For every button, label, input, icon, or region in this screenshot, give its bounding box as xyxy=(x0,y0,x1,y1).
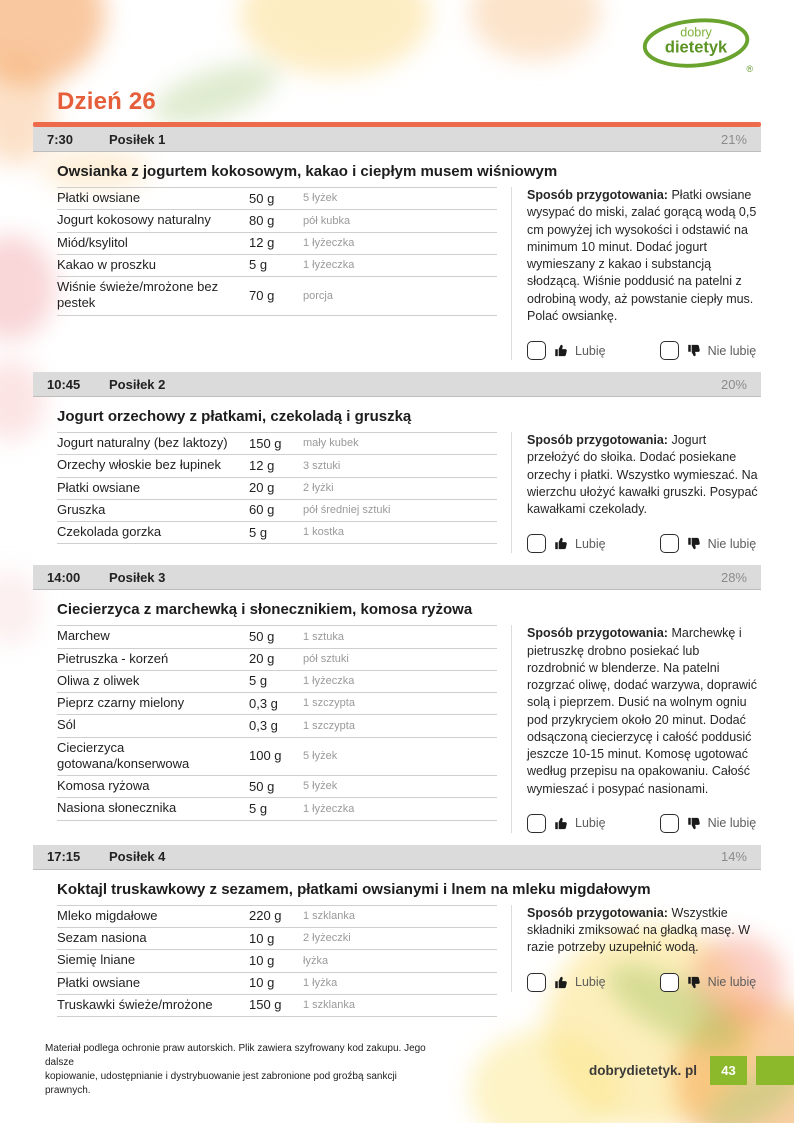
logo-text-bottom: dietetyk xyxy=(664,38,728,57)
ingredient-name: Siemię lniane xyxy=(57,952,136,968)
feedback-row xyxy=(527,341,761,360)
preparation-text xyxy=(527,625,761,798)
thumbs-up-icon xyxy=(554,816,569,831)
dislike-option[interactable] xyxy=(660,341,757,360)
ingredient-row xyxy=(57,626,497,648)
meal-section xyxy=(33,127,761,360)
meal-header-bar xyxy=(33,372,761,397)
ingredient-row xyxy=(57,433,497,455)
thumbs-up-icon xyxy=(554,343,569,358)
ingredient-measure: 1 szklanka xyxy=(303,910,355,923)
meal-energy-percent: 20% xyxy=(720,376,747,392)
ingredient-row xyxy=(57,255,497,277)
thumbs-up-icon xyxy=(554,536,569,551)
like-option[interactable] xyxy=(527,973,606,992)
ingredient-measure: 2 łyżki xyxy=(303,481,334,494)
meal-time: 7:30 xyxy=(47,131,74,147)
ingredient-measure: 5 łyżek xyxy=(303,192,338,205)
ingredient-measure: 1 szczypta xyxy=(303,697,355,710)
ingredient-row xyxy=(57,973,497,995)
ingredient-amount: 150 g xyxy=(249,997,282,1013)
ingredient-amount: 0,3 g xyxy=(249,695,278,711)
footer-green-strip xyxy=(756,1056,794,1085)
like-label[interactable]: Lubię xyxy=(575,816,606,831)
ingredient-measure: 1 łyżeczka xyxy=(303,259,355,272)
ingredient-name: Truskawki świeże/mrożone xyxy=(57,996,213,1012)
preparation-column xyxy=(511,187,761,360)
like-label[interactable]: Lubię xyxy=(575,975,606,989)
meal-section xyxy=(33,845,761,1017)
ingredient-amount: 20 g xyxy=(249,651,275,667)
ingredient-row xyxy=(57,455,497,477)
like-checkbox[interactable] xyxy=(527,814,546,833)
preparation-instructions: Wszystkie składniki zmiksować na gładką masę. W razie potrzeby uzupełnić wodą. xyxy=(527,905,750,955)
ingredient-name: Kakao w proszku xyxy=(57,256,156,272)
ingredient-row xyxy=(57,928,497,950)
preparation-text xyxy=(527,432,761,518)
ingredients-table xyxy=(57,432,497,544)
ingredient-name: Wiśnie świeże/mrożone bez pestek xyxy=(57,279,219,311)
ingredient-amount: 5 g xyxy=(249,800,268,816)
meal-name: Posiłek 2 xyxy=(109,376,166,392)
feedback-row xyxy=(527,534,761,553)
dislike-checkbox[interactable] xyxy=(660,341,679,360)
meal-header-bar xyxy=(33,565,761,590)
ingredient-measure: 1 kostka xyxy=(303,526,344,539)
page-title: Dzień 26 xyxy=(57,88,156,115)
thumbs-down-icon xyxy=(687,816,702,831)
ingredient-row xyxy=(57,776,497,798)
website-label: dobrydietetyk. pl xyxy=(588,1062,697,1078)
ingredient-measure: pół średniej sztuki xyxy=(303,504,391,517)
ingredient-name: Płatki owsiane xyxy=(57,190,141,205)
meal-section xyxy=(33,372,761,553)
ingredient-row xyxy=(57,233,497,255)
ingredient-amount: 80 g xyxy=(249,212,275,228)
ingredients-table xyxy=(57,625,497,820)
ingredient-amount: 12 g xyxy=(249,457,275,473)
ingredient-row xyxy=(57,738,497,777)
ingredient-measure: łyżka xyxy=(303,954,329,967)
ingredient-amount: 60 g xyxy=(249,502,275,518)
meal-body xyxy=(33,187,761,360)
recipe-title: Koktajl truskawkowy z sezamem, płatkami owsianymi i lnem na mleku migdałowym xyxy=(57,880,651,898)
dislike-option[interactable] xyxy=(660,973,757,992)
recipe-title: Jogurt orzechowy z płatkami, czekoladą i gruszką xyxy=(57,408,412,425)
ingredient-row xyxy=(57,715,497,737)
dislike-option[interactable] xyxy=(660,534,757,553)
ingredient-name: Płatki owsiane xyxy=(57,479,141,495)
ingredient-amount: 5 g xyxy=(249,673,268,689)
ingredients-table xyxy=(57,187,497,316)
like-option[interactable] xyxy=(527,534,606,553)
meal-body xyxy=(33,432,761,553)
page-header xyxy=(33,0,761,122)
copyright-line-1: Materiał podlega ochronie praw autorskich. Plik zawiera szyfrowany kod zakupu. Jego dalsze xyxy=(45,1043,426,1068)
meal-energy-percent: 28% xyxy=(720,569,747,585)
dislike-checkbox[interactable] xyxy=(660,814,679,833)
ingredient-amount: 70 g xyxy=(249,287,275,303)
preparation-column xyxy=(511,625,761,833)
ingredient-amount: 50 g xyxy=(249,778,275,794)
like-checkbox[interactable] xyxy=(527,534,546,553)
ingredient-name: Jogurt naturalny (bez laktozy) xyxy=(57,435,228,450)
ingredient-measure: 1 sztuka xyxy=(303,630,344,643)
preparation-label: Sposób przygotowania: xyxy=(527,905,668,920)
preparation-instructions: Płatki owsiane wysypać do miski, zalać gorącą wodą 0,5 cm powyżej ich wysokości i odstawić na minimum 10 minut. Dodać jogurt wymieszany z kakao i substancją słodzącą. Wiśnie poddusić na patelni z odrobiną wody, aż powstanie ciepły mus. Polać owsiankę. xyxy=(527,188,757,323)
meal-name: Posiłek 3 xyxy=(109,569,166,585)
meal-section xyxy=(33,565,761,833)
ingredient-name: Nasiona słonecznika xyxy=(57,800,177,816)
thumbs-down-icon xyxy=(687,343,702,358)
like-checkbox[interactable] xyxy=(527,341,546,360)
ingredient-measure: mały kubek xyxy=(303,437,359,450)
dislike-label[interactable]: Nie lubię xyxy=(707,536,757,551)
meal-name: Posiłek 1 xyxy=(109,131,166,147)
ingredient-measure: 1 szklanka xyxy=(303,999,355,1012)
preparation-text xyxy=(527,187,761,325)
ingredient-measure: 1 szczypta xyxy=(303,719,355,732)
ingredient-name: Pietruszka - korzeń xyxy=(57,650,169,666)
ingredient-measure: 5 łyżek xyxy=(303,750,338,763)
ingredient-name: Sól xyxy=(57,717,76,733)
ingredient-row xyxy=(57,798,497,820)
ingredient-name: Gruszka xyxy=(57,501,106,517)
like-option[interactable] xyxy=(527,341,606,360)
preparation-column xyxy=(511,905,761,992)
dislike-label[interactable]: Nie lubię xyxy=(707,343,757,358)
meal-body xyxy=(33,905,761,1017)
preparation-label: Sposób przygotowania: xyxy=(527,433,668,447)
preparation-instructions: Jogurt przełożyć do słoika. Dodać posiekane orzechy i płatki. Wszystko wymieszać. Na wierzchu ułożyć kawałki gruszki. Posypać kawałkami czekolady. xyxy=(527,433,758,516)
ingredient-amount: 20 g xyxy=(249,480,275,496)
like-label[interactable]: Lubię xyxy=(575,536,606,551)
ingredient-row xyxy=(57,649,497,671)
ingredient-row xyxy=(57,210,497,232)
ingredient-measure: 1 łyżka xyxy=(303,976,338,989)
dobry-dietetyk-logo xyxy=(639,12,757,78)
ingredient-row xyxy=(57,188,497,210)
ingredient-name: Jogurt kokosowy naturalny xyxy=(57,212,211,228)
ingredient-row xyxy=(57,500,497,522)
ingredient-row xyxy=(57,995,497,1017)
preparation-label: Sposób przygotowania: xyxy=(527,626,668,641)
ingredient-measure: pół kubka xyxy=(303,214,351,227)
recipe-title: Owsianka z jogurtem kokosowym, kakao i ciepłym musem wiśniowym xyxy=(57,163,558,180)
recipe-title: Ciecierzyca z marchewką i słonecznikiem, komosa ryżowa xyxy=(57,601,473,619)
ingredient-amount: 100 g xyxy=(249,748,282,764)
ingredient-amount: 50 g xyxy=(249,628,275,644)
ingredient-measure: 2 łyżeczki xyxy=(303,932,351,945)
ingredient-row xyxy=(57,522,497,544)
dislike-label[interactable]: Nie lubię xyxy=(707,816,757,831)
ingredient-measure: 1 łyżeczka xyxy=(303,675,355,688)
ingredient-name: Komosa ryżowa xyxy=(57,778,150,793)
ingredient-amount: 10 g xyxy=(249,952,275,968)
ingredient-amount: 50 g xyxy=(249,190,275,206)
preparation-column xyxy=(511,432,761,553)
ingredient-amount: 12 g xyxy=(249,235,275,251)
copyright-line-2: kopiowanie, udostępnianie i dystrybuowanie jest zabronione pod groźbą sankcji prawnych. xyxy=(45,1071,397,1096)
meal-energy-percent: 14% xyxy=(720,849,747,865)
meal-name: Posiłek 4 xyxy=(109,849,166,865)
thumbs-down-icon xyxy=(687,975,702,990)
like-checkbox[interactable] xyxy=(527,973,546,992)
ingredient-row xyxy=(57,478,497,500)
ingredient-measure: pół sztuki xyxy=(303,652,349,665)
logo-text-top: dobry xyxy=(680,25,712,40)
preparation-label: Sposób przygotowania: xyxy=(527,188,668,202)
ingredient-name: Płatki owsiane xyxy=(57,974,141,990)
ingredient-measure: 5 łyżek xyxy=(303,780,338,793)
ingredient-amount: 220 g xyxy=(249,908,282,924)
ingredient-row xyxy=(57,950,497,972)
footer-right xyxy=(589,1056,794,1085)
thumbs-down-icon xyxy=(687,536,702,551)
ingredient-name: Ciecierzyca gotowana/konserwowa xyxy=(57,739,190,771)
preparation-instructions: Marchewkę i pietruszkę drobno posiekać lub rozdrobnić w blenderze. Na patelni rozgrzać oliwę, dodać warzywa, doprawić solą i pieprzem. Dusić na wolnym ogniu pod przykryciem około 20 minut. Dodać odsączoną ciecierzycę i całość poddusić jeszcze 10-15 minut. Komosę ugotować według przepisu na opakowaniu. Całość wymieszać i posypać nasionami. xyxy=(527,626,757,796)
ingredient-name: Mleko migdałowe xyxy=(57,907,158,923)
ingredient-row xyxy=(57,277,497,316)
ingredient-name: Orzechy włoskie bez łupinek xyxy=(57,457,222,473)
meal-header-bar xyxy=(33,127,761,152)
ingredients-table xyxy=(57,905,497,1017)
ingredient-name: Pieprz czarny mielony xyxy=(57,695,185,710)
dislike-label[interactable]: Nie lubię xyxy=(707,975,757,989)
ingredient-amount: 10 g xyxy=(249,975,275,991)
meals xyxy=(33,127,761,1017)
dislike-option[interactable] xyxy=(660,814,757,833)
ingredient-row xyxy=(57,671,497,693)
meal-time: 10:45 xyxy=(47,376,81,392)
dislike-checkbox[interactable] xyxy=(660,534,679,553)
ingredient-name: Oliwa z oliwek xyxy=(57,672,140,688)
ingredient-measure: porcja xyxy=(303,289,333,302)
ingredient-measure: 3 sztuki xyxy=(303,459,341,472)
dislike-checkbox[interactable] xyxy=(660,973,679,992)
like-label[interactable]: Lubię xyxy=(575,343,606,358)
ingredient-measure: 1 łyżeczka xyxy=(303,236,355,249)
ingredient-name: Marchew xyxy=(57,628,110,644)
logo-registered-mark: ® xyxy=(746,64,753,75)
ingredient-row xyxy=(57,906,497,928)
ingredient-name: Miód/ksylitol xyxy=(57,234,128,250)
copyright-notice xyxy=(45,1042,445,1098)
ingredient-amount: 5 g xyxy=(249,524,268,540)
ingredient-amount: 10 g xyxy=(249,930,275,946)
ingredient-name: Czekolada gorzka xyxy=(57,524,162,539)
page-footer xyxy=(0,1042,794,1098)
ingredient-row xyxy=(57,693,497,715)
meal-time: 17:15 xyxy=(47,849,81,865)
thumbs-up-icon xyxy=(554,975,569,990)
ingredient-amount: 0,3 g xyxy=(249,717,278,733)
feedback-row xyxy=(527,973,761,992)
ingredient-amount: 5 g xyxy=(249,257,268,273)
preparation-text xyxy=(527,905,761,957)
page-number-badge: 43 xyxy=(710,1056,747,1085)
meal-body xyxy=(33,625,761,833)
meal-time: 14:00 xyxy=(47,569,81,585)
like-option[interactable] xyxy=(527,814,606,833)
feedback-row xyxy=(527,814,761,833)
ingredient-name: Sezam nasiona xyxy=(57,930,147,945)
ingredient-measure: 1 łyżeczka xyxy=(303,802,355,815)
meal-energy-percent: 21% xyxy=(720,131,747,147)
ingredient-amount: 150 g xyxy=(249,435,282,451)
meal-header-bar xyxy=(33,845,761,870)
